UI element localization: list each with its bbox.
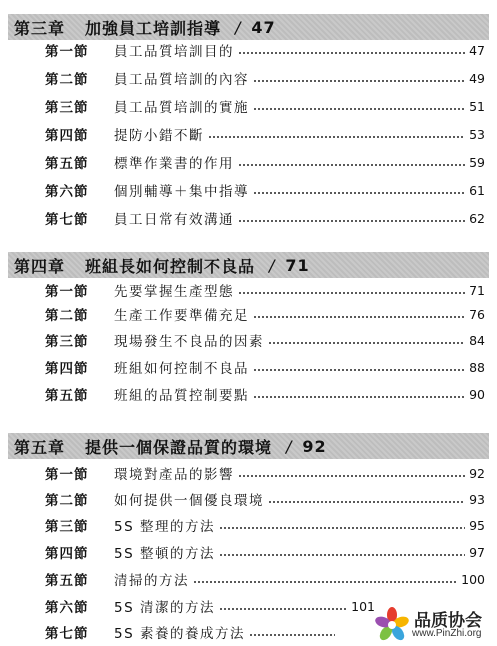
chapter-separator: / xyxy=(235,17,242,37)
watermark-brand: 品质协会 xyxy=(414,611,482,631)
watermark-url: www.PinZhi.org xyxy=(412,628,482,639)
section-title: 5S 整理的方法 xyxy=(114,519,215,535)
section-page: 76 xyxy=(469,306,485,322)
section-title: 如何提供一個優良環境 xyxy=(114,493,264,509)
section-number: 第四節 xyxy=(45,128,89,144)
section-page: 97 xyxy=(469,544,485,560)
section-number: 第七節 xyxy=(45,212,89,228)
toc-entry[interactable] xyxy=(45,40,485,60)
section-page: 84 xyxy=(469,332,485,348)
section-number: 第四節 xyxy=(45,546,89,562)
dot-leader xyxy=(219,527,465,529)
toc-entry[interactable] xyxy=(45,304,485,324)
section-page: 90 xyxy=(469,386,485,402)
section-number: 第三節 xyxy=(45,100,89,116)
section-title: 生產工作要準備充足 xyxy=(114,308,249,324)
section-page: 71 xyxy=(469,282,485,298)
toc-entry[interactable] xyxy=(45,68,485,88)
section-number: 第二節 xyxy=(45,493,89,509)
chapter-title: 加強員工培訓指導 xyxy=(85,18,222,38)
toc-entry[interactable] xyxy=(45,384,485,404)
dot-leader xyxy=(253,108,465,110)
section-page: 61 xyxy=(469,182,485,198)
section-title: 先要掌握生產型態 xyxy=(114,284,234,300)
section-title: 5S 素養的養成方法 xyxy=(114,626,245,642)
chapter-heading[interactable] xyxy=(8,252,489,278)
section-number: 第四節 xyxy=(45,361,89,377)
dot-leader xyxy=(238,52,465,54)
section-page: 59 xyxy=(469,154,485,170)
section-number: 第五節 xyxy=(45,156,89,172)
section-title: 員工品質培訓目的 xyxy=(114,44,234,60)
section-title: 標準作業書的作用 xyxy=(114,156,234,172)
dot-leader xyxy=(268,501,465,503)
chapter-page: 92 xyxy=(302,436,327,456)
dot-leader xyxy=(238,292,465,294)
section-page: 92 xyxy=(469,465,485,481)
toc-entry[interactable] xyxy=(45,330,485,350)
chapter-separator: / xyxy=(269,255,276,275)
section-number: 第三節 xyxy=(45,334,89,350)
toc-entry[interactable] xyxy=(45,208,485,228)
section-number: 第五節 xyxy=(45,388,89,404)
section-title: 提防小錯不斷 xyxy=(114,128,204,144)
toc-entry[interactable] xyxy=(45,124,485,144)
dot-leader xyxy=(253,192,465,194)
section-number: 第五節 xyxy=(45,573,89,589)
section-title: 5S 清潔的方法 xyxy=(114,600,215,616)
toc-entry[interactable] xyxy=(45,96,485,116)
section-title: 清掃的方法 xyxy=(114,573,189,589)
section-page: 62 xyxy=(469,210,485,226)
section-page: 53 xyxy=(469,126,485,142)
dot-leader xyxy=(249,634,335,636)
section-title: 員工品質培訓的實施 xyxy=(114,100,249,116)
flower-logo-icon xyxy=(374,606,410,642)
dot-leader xyxy=(219,608,347,610)
dot-leader xyxy=(219,554,465,556)
section-title: 個別輔導＋集中指導 xyxy=(114,184,249,200)
dot-leader xyxy=(208,136,465,138)
section-title: 現場發生不良品的因素 xyxy=(114,334,264,350)
watermark-logo[interactable] xyxy=(372,604,492,644)
section-number: 第六節 xyxy=(45,600,89,616)
dot-leader xyxy=(253,369,465,371)
section-number: 第二節 xyxy=(45,308,89,324)
section-page: 51 xyxy=(469,98,485,114)
toc-entry[interactable] xyxy=(45,463,485,483)
dot-leader xyxy=(268,342,465,344)
chapter-number: 第三章 xyxy=(14,18,66,38)
dot-leader xyxy=(253,396,465,398)
toc-entry[interactable] xyxy=(45,542,485,562)
chapter-number: 第四章 xyxy=(14,256,66,276)
section-number: 第六節 xyxy=(45,184,89,200)
toc-entry[interactable] xyxy=(45,489,485,509)
toc-entry[interactable] xyxy=(45,569,485,589)
section-title: 員工日常有效溝通 xyxy=(114,212,234,228)
section-page: 49 xyxy=(469,70,485,86)
chapter-heading[interactable] xyxy=(8,433,489,459)
section-page: 47 xyxy=(469,42,485,58)
section-title: 環境對產品的影響 xyxy=(114,467,234,483)
toc-entry[interactable] xyxy=(45,180,485,200)
section-page: 101 xyxy=(351,598,375,614)
section-title: 5S 整頓的方法 xyxy=(114,546,215,562)
section-title: 班組的品質控制要點 xyxy=(114,388,249,404)
chapter-title: 班組長如何控制不良品 xyxy=(85,256,256,276)
toc-entry[interactable] xyxy=(45,515,485,535)
dot-leader xyxy=(253,316,465,318)
section-title: 班組如何控制不良品 xyxy=(114,361,249,377)
section-number: 第二節 xyxy=(45,72,89,88)
dot-leader xyxy=(238,220,465,222)
section-number: 第三節 xyxy=(45,519,89,535)
chapter-separator: / xyxy=(286,436,293,456)
section-number: 第一節 xyxy=(45,467,89,483)
chapter-page: 71 xyxy=(285,255,310,275)
section-number: 第一節 xyxy=(45,44,89,60)
section-number: 第一節 xyxy=(45,284,89,300)
chapter-number: 第五章 xyxy=(14,437,66,457)
chapter-page: 47 xyxy=(251,17,276,37)
chapter-heading[interactable] xyxy=(8,14,489,40)
dot-leader xyxy=(193,581,457,583)
section-number: 第七節 xyxy=(45,626,89,642)
dot-leader xyxy=(238,475,465,477)
section-page: 100 xyxy=(461,571,485,587)
section-title: 員工品質培訓的內容 xyxy=(114,72,249,88)
dot-leader xyxy=(238,164,465,166)
section-page: 93 xyxy=(469,491,485,507)
toc-entry[interactable] xyxy=(45,152,485,172)
toc-entry[interactable] xyxy=(45,357,485,377)
chapter-title: 提供一個保證品質的環境 xyxy=(85,437,273,457)
dot-leader xyxy=(253,80,465,82)
toc-entry[interactable] xyxy=(45,622,355,642)
section-page: 88 xyxy=(469,359,485,375)
toc-entry[interactable] xyxy=(45,596,375,616)
toc-entry[interactable] xyxy=(45,280,485,300)
section-page: 95 xyxy=(469,517,485,533)
